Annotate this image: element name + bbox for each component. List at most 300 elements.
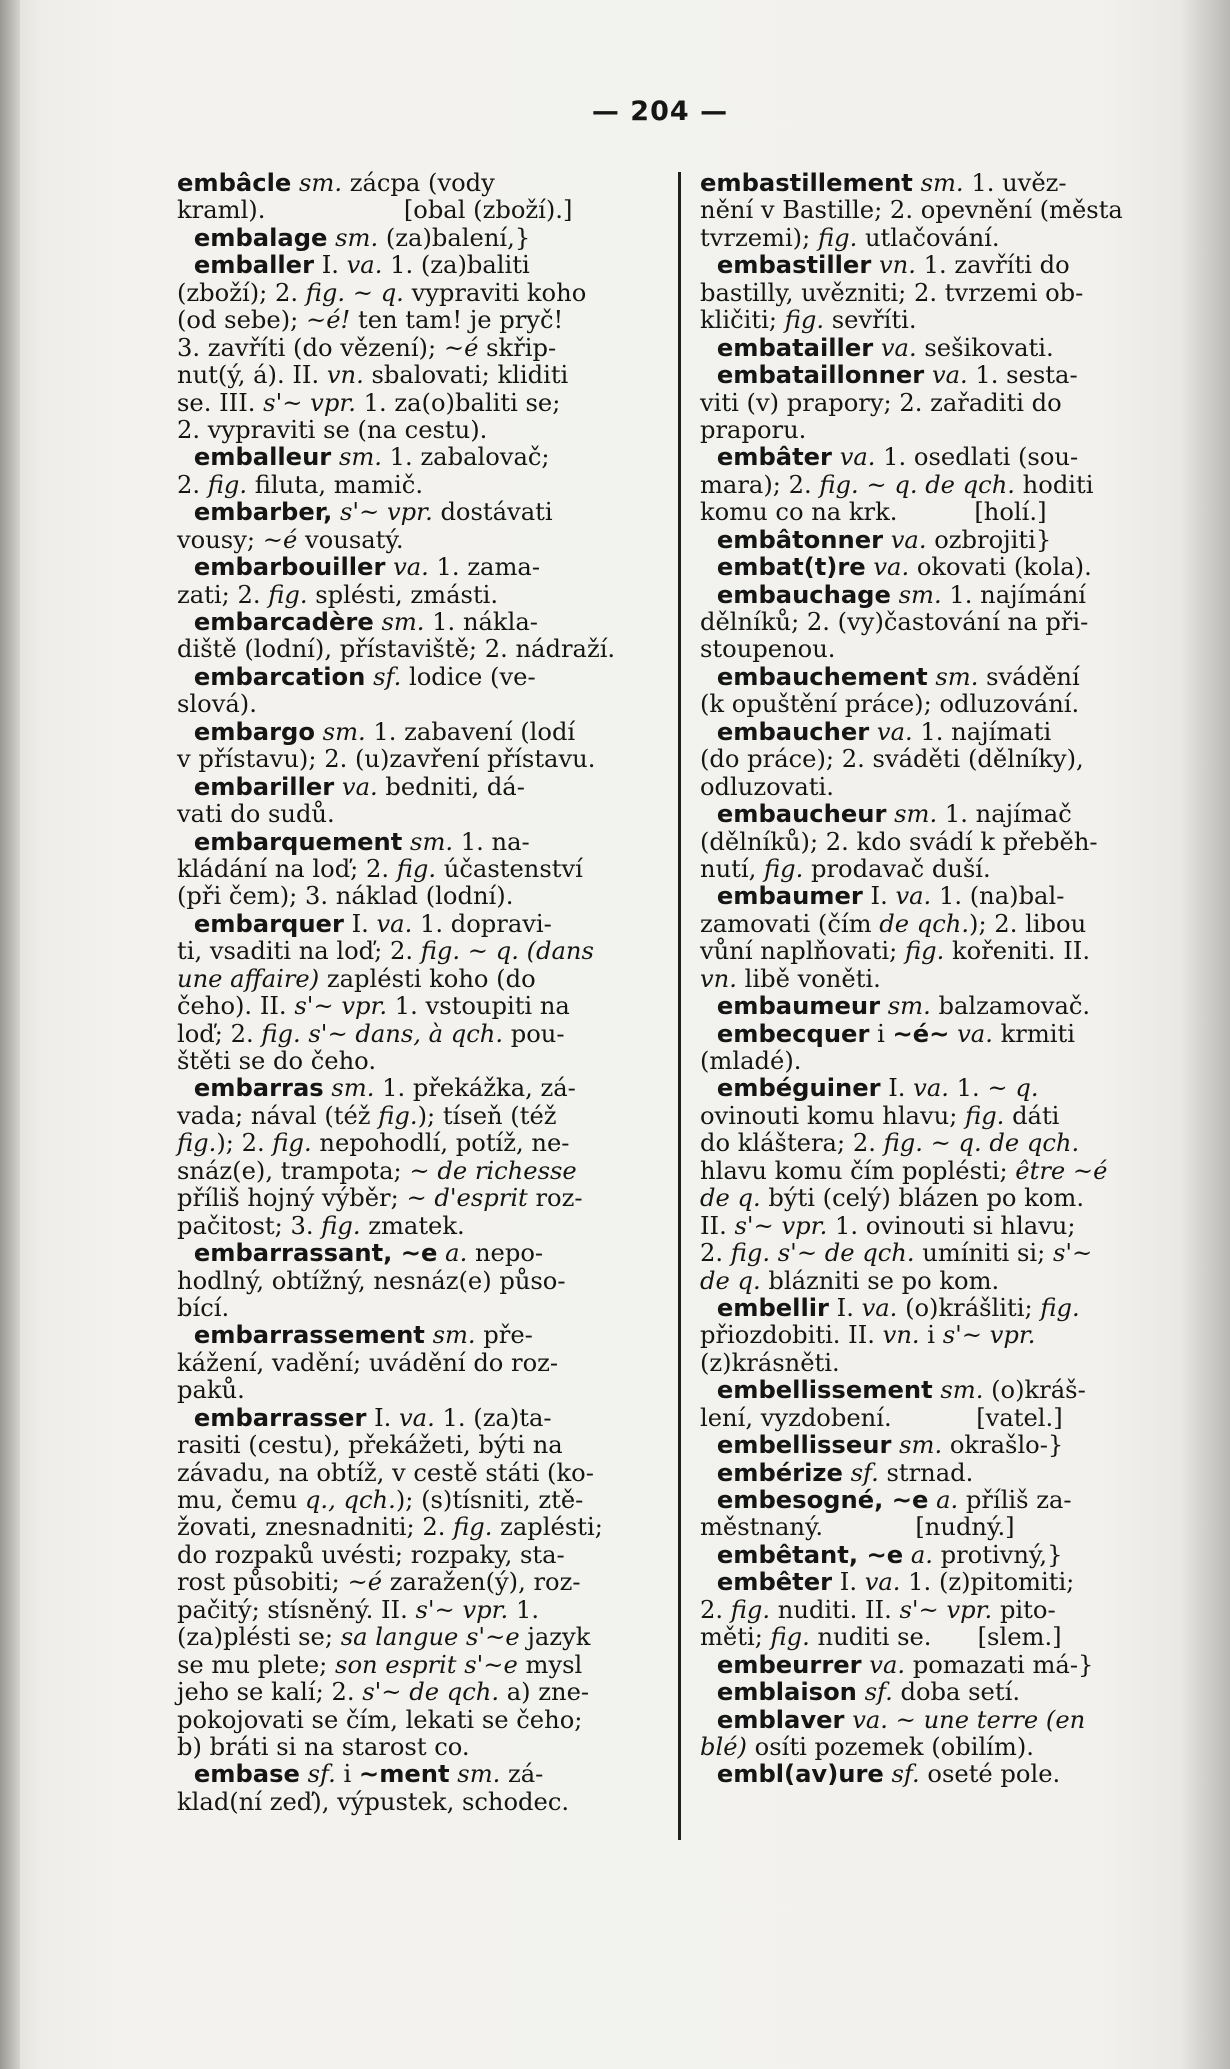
headword: embellir	[700, 1293, 829, 1322]
grammar-label: sf.	[373, 662, 402, 691]
dictionary-line	[177, 664, 647, 691]
definition-text: kládání na loď; 2.	[177, 854, 397, 883]
grammar-label: s'~ de qch.	[362, 1678, 500, 1707]
definition-text: bastilly, uvězniti; 2. tvrzemi ob-	[700, 278, 1084, 307]
grammar-label: va.	[393, 553, 429, 582]
headword: embl(av)ure	[700, 1760, 884, 1789]
headword: embastillement	[700, 169, 913, 197]
definition-text: ); 2. libou	[969, 909, 1087, 938]
grammar-label: sm.	[381, 608, 425, 636]
definition-text: zácpa (vody	[342, 169, 495, 197]
definition-text: 2.	[177, 470, 208, 499]
grammar-label: va.	[341, 772, 378, 801]
definition-text	[857, 1678, 865, 1706]
dictionary-line	[177, 966, 647, 993]
grammar-label: s'~ vpr.	[294, 992, 388, 1021]
definition-text: I.	[832, 1568, 865, 1597]
dictionary-line	[177, 1514, 647, 1541]
definition-text: vada; nával (též	[177, 1101, 379, 1130]
dictionary-line	[700, 1377, 1148, 1404]
grammar-label: sm.	[322, 717, 366, 746]
definition-text: pokojovati se čím, lekati se čeho;	[177, 1705, 583, 1734]
definition-text: kořeniti. II.	[944, 937, 1091, 966]
dictionary-line	[700, 1652, 1148, 1679]
grammar-label: fig. ~ q.	[305, 278, 404, 307]
definition-text	[332, 498, 340, 526]
definition-text: oseté pole.	[919, 1760, 1061, 1789]
grammar-label: fig.	[784, 306, 825, 335]
grammar-label: ~é	[347, 1568, 383, 1597]
grammar-label: fig.	[904, 937, 945, 966]
definition-text: příliš za-	[958, 1486, 1072, 1514]
headword: embatailler	[700, 333, 874, 362]
dictionary-line	[700, 1103, 1148, 1130]
definition-text	[903, 1541, 911, 1569]
grammar-label: sm.	[335, 223, 379, 252]
dictionary-line	[177, 1624, 647, 1651]
grammar-label: sm.	[920, 169, 964, 197]
definition-text: pou-	[503, 1019, 565, 1048]
definition-text: 1.	[948, 1074, 988, 1103]
grammar-label: fig. ~ q. (dans	[420, 937, 594, 966]
definition-text: příliš hojný výběr;	[177, 1184, 407, 1213]
headword: embesogné, ~e	[700, 1486, 929, 1514]
headword: embâcle	[177, 169, 292, 197]
dictionary-line	[700, 1295, 1148, 1322]
dictionary-line	[177, 993, 647, 1020]
definition-text: sešikovati.	[916, 333, 1054, 362]
definition-text: odluzovati.	[700, 772, 834, 801]
dictionary-line	[700, 993, 1148, 1020]
grammar-label: sf.	[891, 1760, 920, 1789]
definition-text: zaplésti;	[492, 1513, 603, 1542]
page-number: — 204 —	[591, 96, 729, 127]
definition-text	[315, 718, 323, 746]
definition-text: 1. (za)baliti	[382, 251, 530, 280]
definition-text: rost působiti;	[177, 1568, 348, 1597]
dictionary-line	[177, 335, 647, 362]
grammar-label: ~ d'esprit	[406, 1184, 528, 1213]
dictionary-line	[700, 527, 1148, 554]
headword: embarrassement	[177, 1321, 425, 1350]
definition-text	[949, 1020, 957, 1048]
grammar-label: fig.	[177, 1129, 217, 1158]
dictionary-line	[700, 1130, 1148, 1157]
grammar-label: sm.	[935, 662, 979, 691]
headword: embarcation	[177, 662, 366, 691]
dictionary-line	[700, 1322, 1148, 1349]
definition-text: klad(ní zeď), výpustek, schodec.	[177, 1787, 570, 1816]
dictionary-line	[700, 197, 1148, 224]
grammar-label: va.	[346, 251, 383, 280]
definition-text: zati; 2.	[177, 580, 269, 609]
grammar-label: s'~ vpr.	[415, 1595, 509, 1624]
grammar-label: son esprit s'~e	[335, 1650, 518, 1679]
left-column	[177, 170, 647, 1816]
grammar-label: s'~ vpr.	[942, 1321, 1036, 1350]
definition-text: 1. sesta-	[967, 361, 1078, 390]
grammar-label: fig.	[770, 1623, 810, 1652]
definition-text: hoditi	[1014, 470, 1094, 499]
dictionary-line	[700, 1514, 1148, 1541]
definition-text: osíti pozemek (obilím).	[746, 1732, 1034, 1761]
definition-text: 1. najímati	[912, 717, 1052, 746]
headword: embarras	[177, 1074, 324, 1103]
definition-text: nepohodlí, potíž, ne-	[311, 1129, 570, 1158]
dictionary-line	[177, 774, 647, 801]
grammar-label: ~ de richesse	[409, 1156, 577, 1185]
dictionary-line	[177, 1130, 647, 1157]
definition-text: (z)krásněti.	[700, 1348, 840, 1377]
headword: embaumeur	[700, 992, 881, 1021]
dictionary-line	[177, 1268, 647, 1295]
headword: embarquer	[177, 909, 344, 938]
definition-text: 1. uvěz-	[963, 169, 1067, 197]
grammar-label: être ~é	[1015, 1156, 1108, 1185]
definition-text: strnad.	[878, 1458, 974, 1487]
definition-text: utlačování.	[857, 223, 1000, 252]
dictionary-line	[700, 1075, 1148, 1102]
grammar-label: va.	[895, 882, 932, 911]
headword: embaumer	[700, 882, 863, 911]
dictionary-line	[700, 1569, 1148, 1596]
headword: embarrassant, ~e	[177, 1239, 438, 1268]
definition-text	[832, 443, 840, 471]
grammar-label: fig.	[207, 470, 248, 499]
definition-text: 2. vypraviti se (na cestu).	[177, 415, 488, 444]
dictionary-line	[177, 252, 647, 279]
definition-text: okrašlo-}	[942, 1431, 1064, 1460]
definition-text: libě voněti.	[736, 964, 881, 993]
definition-text: sevříti.	[824, 306, 917, 335]
grammar-label: de q.	[700, 1266, 761, 1295]
dictionary-line	[700, 938, 1148, 965]
definition-text: nutí,	[700, 854, 764, 883]
definition-text: zmatek.	[360, 1211, 465, 1240]
definition-text: 1. dopravi-	[412, 909, 552, 938]
definition-text: svádění	[978, 662, 1080, 691]
dictionary-line	[177, 1761, 647, 1788]
headword: embéguiner	[700, 1074, 881, 1103]
dictionary-line	[700, 1405, 1148, 1432]
grammar-label: a.	[445, 1239, 468, 1268]
dictionary-line	[700, 883, 1148, 910]
definition-text: lení, vyzdobení. [vatel.]	[700, 1403, 1063, 1432]
definition-text: (o)kráš-	[983, 1376, 1086, 1405]
headword: embellissement	[700, 1376, 933, 1405]
dictionary-line	[177, 636, 647, 663]
dictionary-line	[177, 1789, 647, 1816]
headword: embêtant, ~e	[700, 1540, 904, 1569]
definition-text	[300, 1760, 308, 1788]
grammar-label: va.	[839, 443, 876, 472]
definition-text: štěti se do čeho.	[177, 1047, 377, 1075]
dictionary-line	[700, 444, 1148, 471]
definition-text: 1. zama-	[428, 553, 541, 582]
dictionary-line	[177, 1185, 647, 1212]
definition-text: skřip-	[478, 333, 557, 362]
grammar-label: va.	[864, 1568, 901, 1597]
dictionary-line	[700, 1240, 1148, 1267]
dictionary-line	[700, 390, 1148, 417]
definition-text: (od sebe);	[177, 306, 306, 335]
definition-text: čeho). II.	[177, 992, 295, 1021]
grammar-label: fig.	[817, 223, 858, 252]
definition-text: do rozpaků uvésti; rozpaky, sta-	[177, 1540, 565, 1569]
definition-text: zaražen(ý), roz-	[382, 1568, 581, 1597]
definition-text: 1. najímač	[937, 800, 1072, 829]
definition-text: komu co na krk. [holí.]	[700, 498, 1047, 527]
dictionary-line	[177, 225, 647, 252]
grammar-label: vn.	[700, 964, 737, 993]
dictionary-line	[700, 1213, 1148, 1240]
grammar-label: a.	[910, 1540, 933, 1569]
definition-text: i	[919, 1321, 943, 1350]
dictionary-line	[177, 499, 647, 526]
definition-text: viti (v) prapory; 2. zařaditi do	[700, 388, 1062, 417]
dictionary-line	[700, 252, 1148, 279]
definition-text	[871, 251, 879, 279]
definition-text: umíniti si;	[914, 1239, 1053, 1268]
definition-text: lodice (ve-	[401, 662, 536, 691]
headword: emblaison	[700, 1678, 857, 1707]
headword: embauchage	[700, 580, 891, 609]
dictionary-line	[177, 1103, 647, 1130]
grammar-label: fig.	[965, 1101, 1005, 1130]
grammar-label: q., qch.	[304, 1486, 396, 1514]
definition-text: nuditi. II.	[770, 1595, 900, 1624]
dictionary-line	[177, 1707, 647, 1734]
dictionary-line	[700, 1707, 1148, 1734]
dictionary-line	[700, 1542, 1148, 1569]
dictionary-line	[177, 1652, 647, 1679]
grammar-label: va.	[861, 1293, 898, 1322]
definition-text: hodlný, obtížný, nesnáz(e) půso-	[177, 1266, 566, 1295]
definition-text: 2.	[700, 1239, 731, 1268]
dictionary-line	[177, 1487, 647, 1514]
definition-text: 1. ovinouti si hlavu;	[827, 1211, 1076, 1240]
definition-text: vati do sudů.	[177, 800, 335, 829]
dictionary-line	[700, 856, 1148, 883]
grammar-label: vn.	[882, 1321, 920, 1350]
grammar-label: de qch.	[879, 909, 970, 938]
definition-text	[331, 443, 339, 471]
headword: embase	[177, 1760, 300, 1789]
definition-text: (mladé).	[700, 1047, 802, 1075]
definition-text: a) zne-	[499, 1678, 590, 1707]
dictionary-line	[177, 856, 647, 883]
headword: embarbouiller	[177, 553, 386, 582]
grammar-label: sf.	[864, 1678, 893, 1707]
definition-text: účastenství	[436, 854, 583, 883]
definition-text: doba setí.	[892, 1678, 1021, 1707]
grammar-label: va.	[913, 1074, 949, 1103]
definition-text	[924, 361, 932, 389]
grammar-label: sm.	[338, 443, 382, 472]
definition-text: 1. za(o)baliti se;	[355, 388, 561, 417]
grammar-label: fig.	[764, 854, 804, 883]
grammar-label: sm.	[899, 1431, 943, 1460]
definition-text: 1. vstoupiti na	[387, 992, 570, 1021]
definition-text: pře-	[475, 1321, 533, 1350]
dictionary-line	[700, 719, 1148, 746]
definition-text: nepo-	[467, 1239, 544, 1268]
headword: embarrasser	[177, 1403, 367, 1432]
definition-text: b) bráti si na starost co.	[177, 1732, 470, 1761]
definition-text: vousy;	[177, 525, 263, 554]
definition-text: (do práce); 2. sváděti (dělníky),	[700, 745, 1084, 774]
definition-text: pomazati má-}	[905, 1650, 1094, 1679]
definition-text: vypraviti koho	[403, 278, 587, 307]
definition-text: I.	[828, 1293, 862, 1322]
definition-text: ); (s)tísniti, ztě-	[395, 1486, 584, 1514]
definition-text: splésti, zmásti.	[307, 580, 499, 609]
grammar-label: s'~ vpr.	[734, 1211, 828, 1240]
dictionary-line	[177, 1597, 647, 1624]
headword: embarquement	[177, 827, 403, 856]
dictionary-line	[700, 1158, 1148, 1185]
definition-text: dostávati	[432, 498, 553, 527]
definition-text: jazyk	[519, 1623, 591, 1652]
grammar-label: va.	[880, 333, 917, 362]
definition-text	[883, 526, 891, 554]
headword: embalage	[177, 223, 328, 252]
dictionary-line	[700, 1761, 1148, 1788]
dictionary-line	[700, 472, 1148, 499]
definition-text: měti;	[700, 1623, 771, 1652]
dictionary-line	[177, 1405, 647, 1432]
definition-text	[843, 1459, 851, 1487]
dictionary-line	[700, 636, 1148, 663]
headword: embastiller	[700, 251, 872, 280]
dictionary-line	[700, 1185, 1148, 1212]
definition-text: městnaný. [nudný.]	[700, 1513, 1015, 1542]
grammar-label: sa langue s'~e	[340, 1623, 520, 1652]
definition-text: zamovati (čím	[700, 909, 880, 938]
definition-text: ti, vsaditi na loď; 2.	[177, 937, 421, 966]
definition-text: 2.	[700, 1595, 731, 1624]
dictionary-line	[700, 691, 1148, 718]
grammar-label: sm.	[887, 992, 931, 1021]
definition-text: zá-	[500, 1760, 544, 1789]
dictionary-line	[177, 1295, 647, 1322]
grammar-label: va.	[957, 1019, 993, 1048]
definition-text: bedniti, dá-	[377, 772, 525, 801]
definition-text	[928, 1486, 936, 1514]
definition-text: hlavu komu čím poplésti;	[700, 1156, 1016, 1185]
grammar-label: fig. s'~ dans, à qch.	[261, 1019, 504, 1048]
definition-text: balzamovač.	[930, 992, 1091, 1021]
dictionary-line	[177, 390, 647, 417]
headword: embauchement	[700, 662, 928, 691]
definition-text: se. III.	[177, 388, 264, 417]
definition-text	[385, 553, 393, 581]
headword: embat(t)re	[700, 553, 866, 582]
dictionary-line	[700, 1624, 1148, 1651]
definition-text	[886, 800, 894, 828]
definition-text: (za)balení,}	[378, 223, 531, 252]
definition-text: (při čem); 3. náklad (lodní).	[177, 882, 514, 911]
headword: embâtonner	[700, 525, 884, 554]
dictionary-line	[700, 417, 1148, 444]
grammar-label: sm.	[410, 827, 454, 856]
grammar-label: fig.	[453, 1513, 493, 1542]
grammar-label: fig.	[272, 1129, 312, 1158]
definition-text: 1. nákla-	[424, 608, 538, 636]
definition-text: pito-	[992, 1595, 1056, 1624]
dictionary-line	[700, 225, 1148, 252]
grammar-label: blé)	[700, 1732, 747, 1761]
grammar-label: ~ q.	[987, 1074, 1039, 1103]
definition-text: ovinouti komu hlavu;	[700, 1101, 966, 1130]
grammar-label: sf.	[307, 1760, 336, 1789]
headword: embâter	[700, 443, 832, 472]
grammar-label: fig.	[396, 854, 437, 883]
dictionary-line	[700, 1487, 1148, 1514]
dictionary-line	[177, 1158, 647, 1185]
definition-text: vůní naplňovati;	[700, 937, 905, 966]
grammar-label: va.	[931, 361, 968, 390]
definition-text: snáz(e), trampota;	[177, 1156, 410, 1185]
dictionary-line	[177, 444, 647, 471]
definition-text: ozbrojiti}	[926, 525, 1052, 554]
definition-text: 1. (z)pitomiti;	[900, 1568, 1075, 1597]
grammar-label: vn.	[326, 361, 364, 390]
dictionary-line	[700, 362, 1148, 389]
definition-text: pačitý; stísněný. II.	[177, 1595, 416, 1624]
definition-text	[402, 828, 410, 856]
dictionary-line	[700, 664, 1148, 691]
dictionary-line	[177, 609, 647, 636]
grammar-label: sm.	[331, 1074, 375, 1103]
definition-text: mysl	[517, 1650, 583, 1679]
definition-text	[334, 773, 342, 801]
headword: embaucheur	[700, 800, 887, 829]
grammar-label: vn.	[878, 251, 916, 280]
definition-text: kraml).	[177, 196, 266, 225]
dictionary-line	[177, 1322, 647, 1349]
definition-text: přiozdobiti. II.	[700, 1321, 883, 1350]
grammar-label: fig. ~ q. de qch.	[819, 470, 1015, 499]
definition-text: diště (lodní), přístaviště; 2. nádraží.	[177, 635, 616, 664]
dictionary-line	[177, 417, 647, 444]
definition-text: kličiti;	[700, 306, 785, 335]
grammar-label: va.	[890, 525, 927, 554]
definition-text: 1. zabalovač;	[381, 443, 550, 472]
dictionary-line	[177, 197, 647, 224]
definition-text: sbalovati; kliditi	[363, 361, 569, 390]
definition-text: ); 2.	[216, 1129, 273, 1158]
definition-text	[425, 1321, 433, 1349]
grammar-label: de q.	[700, 1184, 761, 1213]
grammar-label: ~é	[262, 525, 298, 554]
dictionary-line	[177, 1569, 647, 1596]
headword: embaucher	[700, 717, 870, 746]
grammar-label: va.	[876, 717, 913, 746]
headword: emballeur	[177, 443, 332, 472]
grammar-label: sm.	[940, 1376, 984, 1405]
definition-text: (zboží); 2.	[177, 278, 306, 307]
definition-text	[891, 581, 899, 609]
definition-text: nut(ý, á). II.	[177, 361, 327, 390]
definition-text: I.	[366, 1403, 400, 1432]
grammar-label: fig. s'~ de qch.	[730, 1239, 915, 1268]
dictionary-line	[177, 829, 647, 856]
grammar-label: s'~ vpr.	[263, 388, 356, 417]
definition-text: blázniti se po kom.	[760, 1266, 1000, 1295]
definition-text: se mu plete;	[177, 1650, 336, 1679]
definition-text: býti (celý) blázen po kom.	[760, 1184, 1085, 1213]
